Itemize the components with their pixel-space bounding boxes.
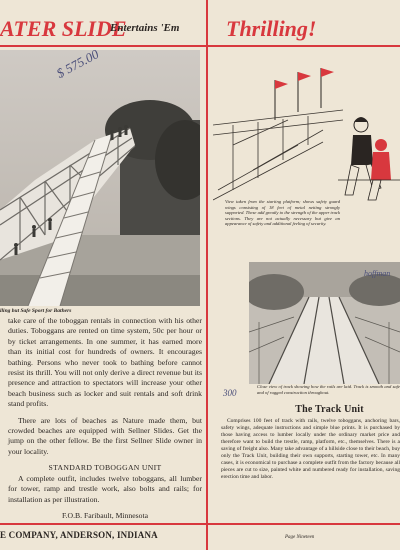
track-photo (249, 262, 400, 384)
header-subtitle: Entertains 'Em (110, 22, 180, 34)
track-unit-heading: The Track Unit (295, 404, 364, 415)
header-rule (0, 45, 400, 47)
column-divider (206, 0, 208, 550)
main-photo-caption: lling but Safe Sport for Bathers (0, 308, 72, 314)
svg-text:hoffman: hoffman (364, 269, 391, 278)
fob-line: F.O.B. Faribault, Minnesota (61, 510, 149, 520)
track-unit-paragraph: Comprises 100 feet of track with rails, twelve toboggans, anchoring bars, safety wings, adequate instructions and simple blue prints. It is purchased by those having access to lumber locally under the ordinary market price and therefore want to build the trestle, ramp, platform, etc., themselves. There is a saving of freight also. Many take advantage of a hillside close to their beach, buy only the Track Unit, building their own supports, starting tower, etc. In many cases, it is economical to purchase a complete outfit from the factory because all pieces are cut to size, painted white and numbered ready for installation, saving erection time and labor. (221, 418, 400, 481)
track-pencil-note: 300 (223, 388, 237, 398)
water-slide-photo (0, 46, 200, 306)
footer-rule (0, 523, 400, 525)
illustration-caption: View taken from the starting platform; shows safety guard wings consisting of 18 feet of metal netting strongly supported. These add greatly to the strength of the upper track sections. They are not actually necessary but give an appearance of safety and additional feeling of security. (225, 199, 340, 227)
track-photo-caption: Close view of track showing how the rails are laid. Track is smooth and safe and of rugged construction throughout. (257, 384, 400, 395)
footer-company: E COMPANY, ANDERSON, INDIANA (0, 530, 158, 540)
standard-unit-heading: STANDARD TOBOGGAN UNIT (48, 463, 162, 473)
body-paragraph: take care of the toboggan rentals in connection with his other duties. Toboggans are rented on time system, 50c per hour or by ticket arrangements. In one summer, it has earned more than its initial cost for hundreds of owners. It encourages bathing. Persons who never took to bathing before cannot resist its thrill. You will not only derive a direct revenue but its presence and attraction to spectators will increase your other beach business such as locker and suit rentals and soft drink stand profits. (8, 316, 202, 409)
left-body-text (8, 316, 202, 521)
body-paragraph: There are lots of beaches as Nature made them, but crowded beaches are equipped with Sellner Slides. Get the jump on the other fellow. Be the first Sellner Slide owner in your locality. (8, 415, 202, 456)
page-number: Page Nineteen (285, 535, 315, 540)
header-thrilling: Thrilling! (226, 16, 317, 41)
price-pencil-note: $ 575.00 (53, 46, 102, 81)
standard-unit-text: A complete outfit, includes twelve toboggans, all lumber for tower, ramp and trestle work, also bolts and rails; for installation as per illustration. (8, 473, 202, 504)
track-unit-text (221, 418, 400, 481)
header-title: ATER SLIDE (0, 16, 127, 41)
